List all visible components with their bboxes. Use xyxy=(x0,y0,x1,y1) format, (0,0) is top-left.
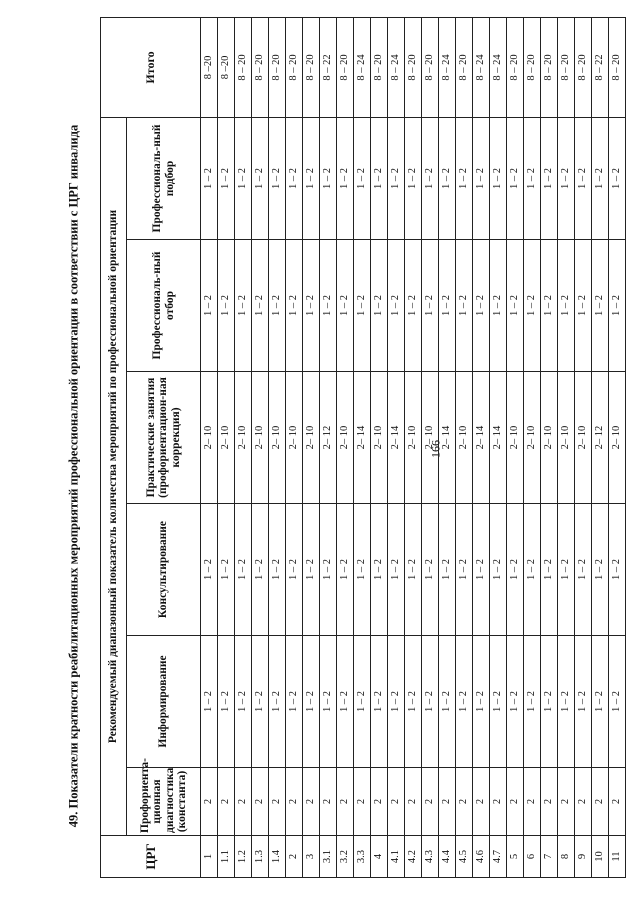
table-cell: 1 – 2 xyxy=(388,504,405,636)
table-cell: 1 – 2 xyxy=(337,504,354,636)
table-row xyxy=(575,17,592,877)
table-cell: 1 – 2 xyxy=(473,117,490,239)
table-cell: 2 xyxy=(507,768,524,836)
table-row xyxy=(473,17,490,877)
table-cell: 1 – 2 xyxy=(558,240,575,372)
total-cell: 8 – 22 xyxy=(320,17,337,117)
total-cell: 8 – 20 xyxy=(524,17,541,117)
row-label: 1 xyxy=(201,836,218,878)
table-cell: 2 xyxy=(524,768,541,836)
row-label: 4 xyxy=(371,836,388,878)
table-cell: 2– 10 xyxy=(541,372,558,504)
table-cell: 1 – 2 xyxy=(388,117,405,239)
table-row xyxy=(609,17,626,877)
table-row xyxy=(541,17,558,877)
table-cell: 2 xyxy=(473,768,490,836)
row-label: 4.1 xyxy=(388,836,405,878)
table-cell: 1 – 2 xyxy=(354,240,371,372)
row-label: 6 xyxy=(524,836,541,878)
table-cell: 1 – 2 xyxy=(439,240,456,372)
table-cell: 1 – 2 xyxy=(490,504,507,636)
table-row xyxy=(320,17,337,877)
table-cell: 2– 14 xyxy=(439,372,456,504)
table-cell: 1 – 2 xyxy=(405,636,422,768)
total-cell: 8 – 24 xyxy=(354,17,371,117)
table-cell: 1 – 2 xyxy=(422,117,439,239)
row-label: 1.3 xyxy=(252,836,269,878)
table-cell: 2– 10 xyxy=(337,372,354,504)
table-cell: 2– 14 xyxy=(354,372,371,504)
table-cell: 2 xyxy=(490,768,507,836)
total-cell: 8 – 24 xyxy=(439,17,456,117)
table-body xyxy=(201,17,626,877)
total-cell: 8 – 22 xyxy=(592,17,609,117)
table-cell: 2 xyxy=(337,768,354,836)
table-cell: 1 – 2 xyxy=(252,504,269,636)
column-header: Консультирование xyxy=(127,504,201,636)
row-label: 4.7 xyxy=(490,836,507,878)
table-cell: 2– 10 xyxy=(303,372,320,504)
table-cell: 1 – 2 xyxy=(609,240,626,372)
total-cell: 8 – 20 xyxy=(575,17,592,117)
row-label: 4.6 xyxy=(473,836,490,878)
table-cell: 2 xyxy=(422,768,439,836)
table-cell: 2 xyxy=(388,768,405,836)
row-label: 1.2 xyxy=(235,836,252,878)
table-cell: 1 – 2 xyxy=(235,240,252,372)
table-cell: 1 – 2 xyxy=(371,240,388,372)
total-cell: 8 – 20 xyxy=(405,17,422,117)
table-cell: 2– 14 xyxy=(473,372,490,504)
table-row xyxy=(388,17,405,877)
table-cell: 1 – 2 xyxy=(405,117,422,239)
row-label: 4.3 xyxy=(422,836,439,878)
table-cell: 1 – 2 xyxy=(422,504,439,636)
column-header: Профессиональ-ный подбор xyxy=(127,117,201,239)
table-cell: 1 – 2 xyxy=(592,504,609,636)
table-cell: 2 xyxy=(303,768,320,836)
total-cell: 8 – 20 xyxy=(286,17,303,117)
table-cell: 1 – 2 xyxy=(524,504,541,636)
column-header: Информирование xyxy=(127,636,201,768)
table-cell: 1 – 2 xyxy=(303,240,320,372)
document-title: 49. Показатели кратности реабилитационных мероприятий профессиональной ориентации в соответствии с ЦРГ инвалида xyxy=(66,124,81,828)
table-cell: 1 – 2 xyxy=(541,504,558,636)
table-row xyxy=(490,17,507,877)
total-cell: 8 – 20 xyxy=(269,17,286,117)
table-cell: 1 – 2 xyxy=(456,636,473,768)
table-cell: 1 – 2 xyxy=(592,240,609,372)
cpg-header: ЦРГ xyxy=(101,836,201,878)
table-cell: 1 – 2 xyxy=(388,240,405,372)
table-cell: 2 xyxy=(405,768,422,836)
table-cell: 1 – 2 xyxy=(201,117,218,239)
table-row xyxy=(422,17,439,877)
table-row xyxy=(524,17,541,877)
row-label: 4.4 xyxy=(439,836,456,878)
table-cell: 1 – 2 xyxy=(252,117,269,239)
row-label: 3 xyxy=(303,836,320,878)
total-cell: 8 – 20 xyxy=(609,17,626,117)
row-label: 7 xyxy=(541,836,558,878)
table-cell: 1 – 2 xyxy=(218,504,235,636)
table-cell: 1 – 2 xyxy=(235,117,252,239)
table-cell: 1 – 2 xyxy=(337,117,354,239)
table-cell: 1 – 2 xyxy=(473,240,490,372)
table-cell: 1 – 2 xyxy=(609,117,626,239)
column-header: Практические занятия (профориентацион-ная коррекция) xyxy=(127,372,201,504)
table-row xyxy=(405,17,422,877)
table-cell: 1 – 2 xyxy=(354,636,371,768)
table-cell: 1 – 2 xyxy=(609,636,626,768)
table-cell: 1 – 2 xyxy=(252,240,269,372)
row-label: 10 xyxy=(592,836,609,878)
table-container xyxy=(100,18,623,878)
table-cell: 1 – 2 xyxy=(354,117,371,239)
table-cell: 1 – 2 xyxy=(541,636,558,768)
table-cell: 1 – 2 xyxy=(269,504,286,636)
total-cell: 8 – 24 xyxy=(388,17,405,117)
table-cell: 1 – 2 xyxy=(286,117,303,239)
table-cell: 1 – 2 xyxy=(524,240,541,372)
table-cell: 2 xyxy=(558,768,575,836)
row-label: 4.2 xyxy=(405,836,422,878)
table-row xyxy=(558,17,575,877)
table-cell: 1 – 2 xyxy=(558,504,575,636)
table-cell: 1 – 2 xyxy=(575,117,592,239)
table-row xyxy=(439,17,456,877)
total-cell: 8 – 20 xyxy=(371,17,388,117)
table-cell: 1 – 2 xyxy=(507,240,524,372)
table-cell: 1 – 2 xyxy=(303,504,320,636)
table-cell: 2– 10 xyxy=(201,372,218,504)
table-row xyxy=(269,17,286,877)
table-cell: 2– 10 xyxy=(252,372,269,504)
table-cell: 1 – 2 xyxy=(558,117,575,239)
table-cell: 1 – 2 xyxy=(507,504,524,636)
table-cell: 2– 10 xyxy=(269,372,286,504)
table-row xyxy=(218,17,235,877)
table-row xyxy=(235,17,252,877)
table-cell: 2– 10 xyxy=(235,372,252,504)
table-cell: 1 – 2 xyxy=(371,117,388,239)
table-cell: 2 xyxy=(218,768,235,836)
table-cell: 1 – 2 xyxy=(201,636,218,768)
table-cell: 1 – 2 xyxy=(507,636,524,768)
page-number: 166 xyxy=(428,440,443,458)
table-cell: 1 – 2 xyxy=(286,636,303,768)
table-cell: 1 – 2 xyxy=(490,240,507,372)
table-cell: 1 – 2 xyxy=(456,504,473,636)
table-cell: 2 xyxy=(286,768,303,836)
table-cell: 1 – 2 xyxy=(490,636,507,768)
table-cell: 1 – 2 xyxy=(252,636,269,768)
total-cell: 8 – 20 xyxy=(252,17,269,117)
table-cell: 2 xyxy=(320,768,337,836)
table-cell: 1 – 2 xyxy=(439,117,456,239)
total-cell: 8 – 24 xyxy=(490,17,507,117)
table-cell: 1 – 2 xyxy=(201,504,218,636)
table-cell: 1 – 2 xyxy=(303,117,320,239)
table-cell: 1 – 2 xyxy=(286,240,303,372)
table-row xyxy=(371,17,388,877)
table-cell: 2– 10 xyxy=(422,372,439,504)
table-cell: 1 – 2 xyxy=(235,504,252,636)
table-cell: 1 – 2 xyxy=(524,117,541,239)
table-row xyxy=(337,17,354,877)
table-cell: 1 – 2 xyxy=(592,117,609,239)
table-cell: 1 – 2 xyxy=(388,636,405,768)
table-cell: 1 – 2 xyxy=(541,117,558,239)
table-cell: 1 – 2 xyxy=(320,117,337,239)
row-label: 2 xyxy=(286,836,303,878)
table-cell: 1 – 2 xyxy=(320,240,337,372)
total-cell: 8 – 20 xyxy=(507,17,524,117)
table-cell: 2 xyxy=(371,768,388,836)
column-header: Профориента-ционная диагностика (константа) xyxy=(127,768,201,836)
table-cell: 1 – 2 xyxy=(320,504,337,636)
total-cell: 8 – 20 xyxy=(541,17,558,117)
table-cell: 1 – 2 xyxy=(507,117,524,239)
total-cell: 8 – 20 xyxy=(337,17,354,117)
table-cell: 1 – 2 xyxy=(524,636,541,768)
row-label: 3.2 xyxy=(337,836,354,878)
table-cell: 2– 10 xyxy=(405,372,422,504)
table-cell: 1 – 2 xyxy=(405,504,422,636)
table-cell: 1 – 2 xyxy=(558,636,575,768)
table-cell: 1 – 2 xyxy=(473,504,490,636)
table-row xyxy=(456,17,473,877)
table-cell: 2– 10 xyxy=(507,372,524,504)
table-cell: 1 – 2 xyxy=(439,636,456,768)
table-cell: 2– 14 xyxy=(490,372,507,504)
table-cell: 1 – 2 xyxy=(541,240,558,372)
total-cell: 8 – 20 xyxy=(456,17,473,117)
table-cell: 1 – 2 xyxy=(218,117,235,239)
table-cell: 2 xyxy=(609,768,626,836)
table-row xyxy=(201,17,218,877)
group-header: Рекомендуемый диапазонный показатель количества мероприятий по профессиональной ориентации xyxy=(101,117,127,835)
table-cell: 2– 10 xyxy=(524,372,541,504)
table-cell: 2– 12 xyxy=(592,372,609,504)
row-label: 11 xyxy=(609,836,626,878)
row-label: 8 xyxy=(558,836,575,878)
total-cell: 8 –20 xyxy=(218,17,235,117)
table-cell: 1 – 2 xyxy=(218,240,235,372)
table-cell: 2– 10 xyxy=(558,372,575,504)
table-cell: 1 – 2 xyxy=(371,504,388,636)
table-row xyxy=(286,17,303,877)
row-label: 9 xyxy=(575,836,592,878)
table-cell: 1 – 2 xyxy=(218,636,235,768)
table-cell: 1 – 2 xyxy=(439,504,456,636)
table-cell: 1 – 2 xyxy=(422,636,439,768)
table-cell: 2 xyxy=(201,768,218,836)
table-header xyxy=(101,17,201,877)
table-cell: 2 xyxy=(252,768,269,836)
table-cell: 2– 10 xyxy=(575,372,592,504)
table-cell: 2 xyxy=(592,768,609,836)
table-cell: 1 – 2 xyxy=(575,504,592,636)
rehabilitation-table xyxy=(100,17,626,878)
table-cell: 1 – 2 xyxy=(269,240,286,372)
table-row xyxy=(354,17,371,877)
table-cell: 1 – 2 xyxy=(473,636,490,768)
row-label: 3.1 xyxy=(320,836,337,878)
table-row xyxy=(592,17,609,877)
table-cell: 2 xyxy=(541,768,558,836)
total-header: Итого xyxy=(101,17,201,117)
column-header: Профессиональ-ный отбор xyxy=(127,240,201,372)
table-cell: 2 xyxy=(269,768,286,836)
table-cell: 1 – 2 xyxy=(269,636,286,768)
row-label: 1.4 xyxy=(269,836,286,878)
row-label: 5 xyxy=(507,836,524,878)
table-cell: 1 – 2 xyxy=(337,636,354,768)
table-cell: 1 – 2 xyxy=(354,504,371,636)
table-row xyxy=(303,17,320,877)
table-cell: 1 – 2 xyxy=(371,636,388,768)
table-cell: 1 – 2 xyxy=(592,636,609,768)
table-cell: 1 – 2 xyxy=(575,636,592,768)
table-cell: 1 – 2 xyxy=(286,504,303,636)
table-cell: 2– 10 xyxy=(286,372,303,504)
table-cell: 1 – 2 xyxy=(337,240,354,372)
table-cell: 1 – 2 xyxy=(456,240,473,372)
table-cell: 2 xyxy=(575,768,592,836)
table-row xyxy=(252,17,269,877)
table-cell: 1 – 2 xyxy=(490,117,507,239)
table-cell: 1 – 2 xyxy=(422,240,439,372)
table-cell: 1 – 2 xyxy=(575,240,592,372)
total-cell: 8 – 20 xyxy=(303,17,320,117)
table-cell: 2 xyxy=(235,768,252,836)
table-cell: 1 – 2 xyxy=(405,240,422,372)
table-cell: 2– 12 xyxy=(320,372,337,504)
table-cell: 1 – 2 xyxy=(235,636,252,768)
table-cell: 2– 10 xyxy=(609,372,626,504)
table-cell: 2– 14 xyxy=(388,372,405,504)
row-label: 3.3 xyxy=(354,836,371,878)
total-cell: 8 – 20 xyxy=(558,17,575,117)
table-cell: 2 xyxy=(456,768,473,836)
row-label: 4.5 xyxy=(456,836,473,878)
table-cell: 1 – 2 xyxy=(269,117,286,239)
table-cell: 1 – 2 xyxy=(201,240,218,372)
total-cell: 8 –20 xyxy=(201,17,218,117)
table-cell: 1 – 2 xyxy=(609,504,626,636)
table-cell: 1 – 2 xyxy=(456,117,473,239)
table-cell: 1 – 2 xyxy=(320,636,337,768)
table-cell: 1 – 2 xyxy=(303,636,320,768)
total-cell: 8 – 20 xyxy=(235,17,252,117)
table-cell: 2– 10 xyxy=(371,372,388,504)
total-cell: 8 – 20 xyxy=(422,17,439,117)
table-cell: 2– 10 xyxy=(218,372,235,504)
total-cell: 8 – 24 xyxy=(473,17,490,117)
table-cell: 2 xyxy=(354,768,371,836)
table-cell: 2 xyxy=(439,768,456,836)
table-cell: 2– 10 xyxy=(456,372,473,504)
row-label: 1.1 xyxy=(218,836,235,878)
table-row xyxy=(507,17,524,877)
